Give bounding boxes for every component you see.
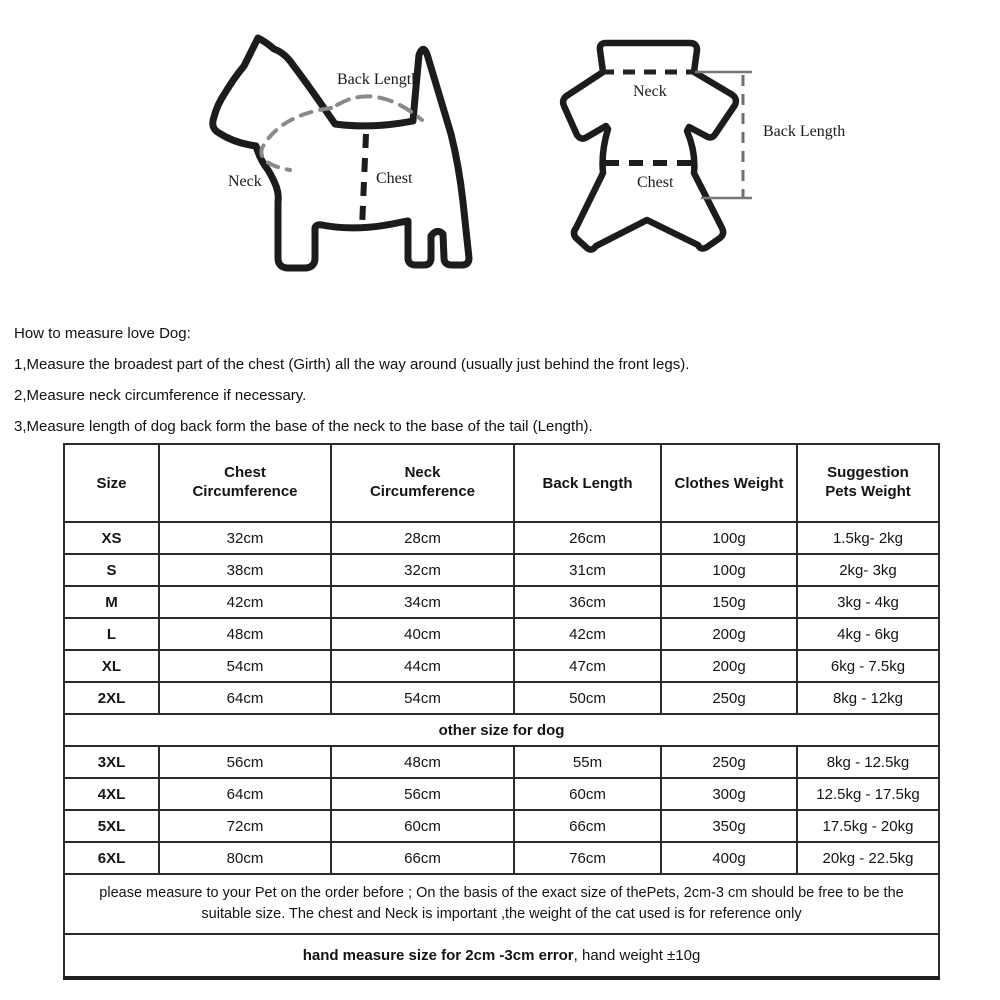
cell-size: 4XL <box>64 778 159 810</box>
hand-measure-note <box>64 934 939 978</box>
cell-neck: 40cm <box>331 618 514 650</box>
table-row-2xl <box>64 682 939 714</box>
instruction-step-1: 1,Measure the broadest part of the chest (Girth) all the way around (usually just behind the front legs). <box>14 356 690 373</box>
cell-pets-weight: 20kg - 22.5kg <box>797 842 939 874</box>
table-row-4xl <box>64 778 939 810</box>
header-back-length: Back Length <box>514 444 661 522</box>
cell-chest: 32cm <box>159 522 331 554</box>
size-table <box>63 443 940 980</box>
cell-clothes-weight: 400g <box>661 842 797 874</box>
cell-pets-weight: 4kg - 6kg <box>797 618 939 650</box>
cell-chest: 64cm <box>159 778 331 810</box>
cell-clothes-weight: 150g <box>661 586 797 618</box>
garment-diagram <box>555 30 760 270</box>
cell-size: M <box>64 586 159 618</box>
table-hand-measure-row <box>64 934 939 978</box>
cell-clothes-weight: 350g <box>661 810 797 842</box>
cell-chest: 38cm <box>159 554 331 586</box>
cell-clothes-weight: 250g <box>661 746 797 778</box>
cell-chest: 56cm <box>159 746 331 778</box>
hand-measure-rest-text: , hand weight ±10g <box>573 947 701 964</box>
cell-pets-weight: 6kg - 7.5kg <box>797 650 939 682</box>
dog-neck-label: Neck <box>228 173 262 190</box>
cell-chest: 72cm <box>159 810 331 842</box>
cell-size: 2XL <box>64 682 159 714</box>
cell-pets-weight: 12.5kg - 17.5kg <box>797 778 939 810</box>
table-row-3xl <box>64 746 939 778</box>
cell-chest: 54cm <box>159 650 331 682</box>
cell-chest: 64cm <box>159 682 331 714</box>
header-chest-circumference: Chest Circumference <box>159 444 331 522</box>
cell-back-length: 26cm <box>514 522 661 554</box>
header-neck-circumference: Neck Circumference <box>331 444 514 522</box>
cell-clothes-weight: 300g <box>661 778 797 810</box>
table-row-xs <box>64 522 939 554</box>
table-row-5xl <box>64 810 939 842</box>
cell-back-length: 55m <box>514 746 661 778</box>
cell-pets-weight: 3kg - 4kg <box>797 586 939 618</box>
table-header-row <box>64 444 939 522</box>
cell-back-length: 50cm <box>514 682 661 714</box>
dog-diagram <box>110 18 490 283</box>
table-row-s <box>64 554 939 586</box>
dog-back-length-label: Back Length <box>337 71 420 88</box>
cell-neck: 56cm <box>331 778 514 810</box>
table-note-row <box>64 874 939 934</box>
cell-back-length: 66cm <box>514 810 661 842</box>
hand-measure-bold-text: hand measure size for 2cm -3cm error <box>302 947 574 964</box>
divider-label: other size for dog <box>64 714 939 746</box>
cell-pets-weight: 8kg - 12kg <box>797 682 939 714</box>
cell-size: 3XL <box>64 746 159 778</box>
cell-clothes-weight: 200g <box>661 618 797 650</box>
cell-clothes-weight: 200g <box>661 650 797 682</box>
cell-back-length: 47cm <box>514 650 661 682</box>
cell-size: XS <box>64 522 159 554</box>
measure-note: please measure to your Pet on the order before ; On the basis of the exact size of thePets, 2cm-3 cm should be free to be the suitable size. The chest and Neck is important ,the weight of the cat used is for reference only <box>64 874 939 934</box>
cell-chest: 42cm <box>159 586 331 618</box>
cell-clothes-weight: 100g <box>661 522 797 554</box>
header-size: Size <box>64 444 159 522</box>
table-row-xl <box>64 650 939 682</box>
instructions-title: How to measure love Dog: <box>14 325 191 342</box>
cell-chest: 48cm <box>159 618 331 650</box>
cell-neck: 60cm <box>331 810 514 842</box>
cell-neck: 32cm <box>331 554 514 586</box>
cell-back-length: 36cm <box>514 586 661 618</box>
cell-neck: 28cm <box>331 522 514 554</box>
garment-neck-label: Neck <box>633 83 667 100</box>
cell-size: 5XL <box>64 810 159 842</box>
instruction-step-3: 3,Measure length of dog back form the base of the neck to the base of the tail (Length). <box>14 418 593 435</box>
cell-neck: 48cm <box>331 746 514 778</box>
cell-size: L <box>64 618 159 650</box>
table-divider-row <box>64 714 939 746</box>
cell-pets-weight: 8kg - 12.5kg <box>797 746 939 778</box>
table-row-m <box>64 586 939 618</box>
cell-clothes-weight: 250g <box>661 682 797 714</box>
size-table-container <box>63 443 940 980</box>
cell-pets-weight: 17.5kg - 20kg <box>797 810 939 842</box>
cell-neck: 44cm <box>331 650 514 682</box>
cell-clothes-weight: 100g <box>661 554 797 586</box>
cell-neck: 54cm <box>331 682 514 714</box>
cell-neck: 66cm <box>331 842 514 874</box>
garment-chest-label: Chest <box>637 174 674 191</box>
measure-instructions <box>14 318 974 442</box>
garment-back-length-label: Back Length <box>763 123 846 140</box>
cell-size: XL <box>64 650 159 682</box>
dog-chest-label: Chest <box>376 170 413 187</box>
cell-neck: 34cm <box>331 586 514 618</box>
cell-back-length: 31cm <box>514 554 661 586</box>
cell-back-length: 60cm <box>514 778 661 810</box>
header-suggestion-pets-weight: Suggestion Pets Weight <box>797 444 939 522</box>
cell-pets-weight: 2kg- 3kg <box>797 554 939 586</box>
cell-pets-weight: 1.5kg- 2kg <box>797 522 939 554</box>
table-row-l <box>64 618 939 650</box>
dog-back-girth-arc <box>337 96 422 120</box>
cell-size: 6XL <box>64 842 159 874</box>
instruction-step-2: 2,Measure neck circumference if necessary. <box>14 387 307 404</box>
cell-chest: 80cm <box>159 842 331 874</box>
header-clothes-weight: Clothes Weight <box>661 444 797 522</box>
cell-back-length: 76cm <box>514 842 661 874</box>
cell-back-length: 42cm <box>514 618 661 650</box>
cell-size: S <box>64 554 159 586</box>
table-row-6xl <box>64 842 939 874</box>
